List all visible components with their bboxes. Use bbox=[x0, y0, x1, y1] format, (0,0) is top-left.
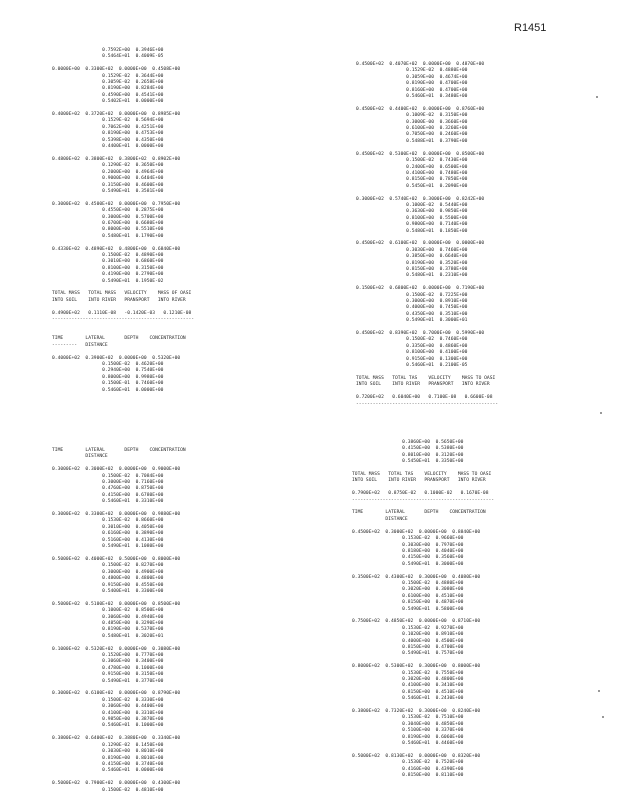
scan-speck bbox=[596, 96, 598, 98]
printout-line: 0.4590E+00 0.4541E+00 bbox=[52, 92, 164, 98]
printout-line: 0.7062E+00 0.4251E+00 bbox=[52, 124, 164, 130]
printout-line: 0.3800E+02 0.6400E+02 0.3880E+00 0.3340E+00 bbox=[52, 736, 181, 742]
printout-line: 0.8100E+00 0.5500E+00 bbox=[356, 215, 468, 221]
printout-line: 0.9800E+00 0.7140E+00 bbox=[356, 222, 468, 228]
printout-line: 0.5460E+01 0.0000E+00 bbox=[52, 387, 164, 393]
printout-line: 0.3000E+02 0.6100E+02 0.0000E+00 0.8790E+00 bbox=[52, 691, 181, 697]
printout-line: 0.1530E-02 0.8660E+00 bbox=[52, 518, 164, 524]
printout-line: 0.4500E+02 0.3000E+02 0.0000E+00 0.8840E+00 bbox=[352, 529, 481, 535]
printout-line: 0.4000E+02 0.3900E+02 0.0000E+00 0.5320E+00 bbox=[52, 355, 181, 361]
printout-line: 0.4000E+00 0.4500E+00 bbox=[352, 638, 464, 644]
scan-speck bbox=[602, 716, 604, 718]
printout-line: 0.5460E+01 0.0000E+00 bbox=[52, 768, 164, 774]
printout-line: 0.5480E+01 0.3020E+01 bbox=[52, 633, 164, 639]
printout-line: 0.3010E+00 0.4050E+00 bbox=[52, 524, 164, 530]
printout-line: 0.4500E+02 0.4400E+02 0.0000E+00 0.8760E+00 bbox=[356, 106, 485, 112]
printout-line: 0.3060E+00 0.4400E+00 bbox=[52, 704, 164, 710]
printout-line: 0.8000E+00 0.5510E+00 bbox=[52, 227, 164, 233]
printout-line: 0.5000E+02 0.5100E+02 0.0000E+00 0.8500E+00 bbox=[52, 601, 181, 607]
printout-line: 0.8150E+00 0.8110E+00 bbox=[352, 773, 464, 779]
printout-line: 0.1500E-02 0.4620E+00 bbox=[52, 361, 164, 367]
printout-line: 0.3000E+02 0.4500E+02 0.0000E+00 0.7950E+00 bbox=[52, 201, 181, 207]
printout-line: 0.5464E+01 0.4009E-05 bbox=[52, 54, 164, 60]
printout-line: 0.4550E+00 0.2875E+00 bbox=[52, 208, 164, 214]
printout-line: --------------------------------------------------- bbox=[356, 401, 499, 407]
printout-line: 0.1529E-02 0.5694E+00 bbox=[52, 118, 164, 124]
printout-line: 0.4000E+02 0.3720E+02 0.0000E+00 0.8985E+00 bbox=[52, 112, 181, 118]
printout-line: 0.5400E+01 0.3300E+00 bbox=[52, 588, 164, 594]
printout-line: 0.5000E+02 0.7900E+02 0.0000E+00 0.4300E+00 bbox=[52, 781, 181, 787]
printout-line: 0.8190E+00 0.5370E+00 bbox=[52, 627, 164, 633]
printout-block-bottom-left bbox=[52, 448, 186, 794]
printout-line: 0.9150E+00 0.4550E+00 bbox=[52, 582, 164, 588]
printout-line: 0.8160E+00 0.4700E+00 bbox=[356, 87, 468, 93]
printout-line: 0.5490E+01 0.1080E+00 bbox=[52, 544, 164, 550]
scan-speck bbox=[598, 690, 600, 692]
printout-line: 0.2400E+00 0.6500E+00 bbox=[356, 164, 468, 170]
printout-line: 0.3040E+00 0.4850E+00 bbox=[352, 721, 464, 727]
printout-line: 0.8150E+00 0.4870E+00 bbox=[352, 600, 464, 606]
printout-line: 0.3030E+00 0.8010E+00 bbox=[52, 749, 164, 755]
printout-line: 0.3030E+00 0.7970E+00 bbox=[352, 542, 464, 548]
printout-line: 0.3630E+00 0.9850E+00 bbox=[356, 209, 468, 215]
printout-line: 0.8190E+00 0.3520E+00 bbox=[356, 260, 468, 266]
printout-line: 0.8190E+00 0.8010E+00 bbox=[52, 755, 164, 761]
printout-line: 0.4150E+00 0.6780E+00 bbox=[52, 492, 164, 498]
printout-line: 0.2940E+00 0.7540E+00 bbox=[52, 368, 164, 374]
printout-line: 0.8010E+00 0.3120E+00 bbox=[352, 452, 464, 458]
printout-line: 0.5460E+01 0.3310E+00 bbox=[52, 499, 164, 505]
printout-line: 0.5398E+00 0.4350E+00 bbox=[52, 137, 164, 143]
printout-line: 0.1020E+00 0.8910E+00 bbox=[352, 632, 464, 638]
scan-speck bbox=[600, 412, 602, 414]
printout-line: 0.5490E+01 0.3770E+00 bbox=[52, 678, 164, 684]
printout-line: 0.5402E+01 0.0000E+00 bbox=[52, 99, 164, 105]
printout-line: 0.1530E-02 0.9660E+00 bbox=[352, 536, 464, 542]
printout-line: 0.1500E-02 0.7430E+00 bbox=[356, 158, 468, 164]
printout-line: 0.3000E+00 0.5700E+00 bbox=[52, 214, 164, 220]
printout-line: 0.9000E+00 0.6404E+00 bbox=[52, 176, 164, 182]
printout-line: 0.5490E+01 0.3000E+01 bbox=[356, 318, 468, 324]
printout-line: TOTAL MASS TOTAL TAS VELOCITY MASS TO OASI bbox=[356, 375, 496, 381]
printout-line: 0.3800E+02 0.7320E+02 0.3000E+00 0.8240E+00 bbox=[352, 709, 481, 715]
printout-line: 0.1500E-02 0.7460E+00 bbox=[356, 337, 468, 343]
printout-line: 0.4100E+00 0.3310E+00 bbox=[52, 710, 164, 716]
printout-line: 0.6700E+00 0.6680E+00 bbox=[52, 220, 164, 226]
printout-line: 0.1530E-02 0.7520E+00 bbox=[352, 760, 464, 766]
printout-line: 0.7592E+00 0.3946E+00 bbox=[52, 48, 164, 53]
printout-line: TOTAL MASS TOTAL TAS VELOCITY MASS TO OASI bbox=[352, 472, 492, 478]
printout-line: 0.8000E+00 0.9980E+00 bbox=[52, 374, 164, 380]
printout-line: 0.8100E+00 0.4100E+00 bbox=[356, 350, 468, 356]
printout-line: 0.4800E+02 0.3800E+02 0.3800E+02 0.8902E+00 bbox=[52, 156, 181, 162]
printout-line: 0.8000E+02 0.5300E+02 0.3000E+00 0.8000E+00 bbox=[352, 664, 481, 670]
printout-line: 0.7200E+02 0.6040E+00 0.7100E-08 0.6600E-08 bbox=[356, 395, 493, 401]
printout-line: 0.4500E+02 0.6100E+02 0.0000E+00 0.0000E+00 bbox=[356, 241, 485, 247]
printout-line: 0.8150E+00 0.4510E+00 bbox=[352, 689, 464, 695]
printout-line: 0.8150E+00 0.4700E+00 bbox=[352, 645, 464, 650]
printout-block-top-left bbox=[52, 48, 194, 394]
printout-line: 0.4500E+02 0.8390E+02 0.7000E+00 0.5990E+00 bbox=[356, 331, 485, 337]
printout-line: 0.3000E+02 0.5740E+02 0.3000E+00 0.8242E+00 bbox=[356, 196, 485, 202]
printout-line: 0.4100E+00 0.3410E+00 bbox=[352, 683, 464, 689]
printout-line: 0.4760E+00 0.8750E+00 bbox=[52, 486, 164, 492]
printout-line: 0.3059E+00 0.4674E+00 bbox=[356, 74, 468, 80]
printout-line: INTO SOIL INTO RIVER PRANSPORT INTO RIVER bbox=[52, 297, 186, 303]
printout-line: 0.1500E-02 0.4810E+00 bbox=[52, 787, 164, 793]
printout-line: TIME LATERAL DEPTH CONCENTRATION bbox=[52, 336, 186, 342]
printout-line: 0.3000E+02 0.3000E+02 0.0000E+00 0.9000E+00 bbox=[52, 467, 181, 473]
printout-line: 0.4350E+00 0.3510E+00 bbox=[356, 311, 468, 317]
page-id: R1451 bbox=[514, 22, 547, 34]
printout-line: 0.3010E+00 0.6860E+00 bbox=[52, 259, 164, 265]
printout-line: 0.1529E-02 0.3644E+00 bbox=[52, 73, 164, 79]
printout-line: 0.4500E+02 0.5300E+02 0.0000E+00 0.8500E+00 bbox=[356, 151, 485, 157]
printout-line: 0.9150E+00 0.1300E+00 bbox=[356, 356, 468, 362]
printout-line: 0.7050E+00 0.2460E+00 bbox=[356, 132, 468, 138]
printout-line: 0.9150E+00 0.3150E+00 bbox=[52, 672, 164, 678]
printout-line: 0.6160E+00 0.3890E+00 bbox=[52, 531, 164, 537]
printout-line: 0.4160E+00 0.4390E+00 bbox=[352, 766, 464, 772]
printout-line: 0.7500E+02 0.4850E+02 0.0000E+00 0.8710E+00 bbox=[352, 619, 481, 625]
printout-line: 0.5100E+00 0.3370E+00 bbox=[352, 728, 464, 734]
printout-line: 0.3060E+00 0.3400E+00 bbox=[52, 659, 164, 665]
printout-line: 0.6100E+00 0.4510E+00 bbox=[352, 593, 464, 599]
printout-line: 0.4800E+00 0.4800E+00 bbox=[52, 576, 164, 582]
printout-line: 0.3860E+00 0.5650E+00 bbox=[352, 440, 464, 445]
printout-line: 0.1000E-02 0.8500E+00 bbox=[52, 608, 164, 614]
printout-line: 0.5490E+01 0.7570E+00 bbox=[352, 651, 464, 657]
printout-line: 0.3020E+00 0.3080E+00 bbox=[352, 587, 464, 593]
printout-line: 0.1500E-02 0.7084E+00 bbox=[52, 473, 164, 479]
printout-line: 0.1000E+02 0.5320E+02 0.0000E+00 0.3080E+00 bbox=[52, 646, 181, 652]
printout-block-bottom-right bbox=[352, 440, 494, 780]
printout-line: 0.5460E+01 0.2430E+00 bbox=[352, 696, 464, 702]
printout-line: 0.1530E-02 0.7550E+00 bbox=[352, 670, 464, 676]
printout-line: 0.1500E-02 0.4880E+00 bbox=[352, 580, 464, 586]
printout-line: 0.1500E-02 0.3330E+00 bbox=[52, 697, 164, 703]
printout-line: 0.3350E+00 0.4860E+00 bbox=[356, 343, 468, 349]
printout-line: 0.1500E-02 0.8270E+00 bbox=[52, 563, 164, 569]
printout-line: 0.6100E+00 0.3260E+00 bbox=[356, 126, 468, 132]
printout-line: 0.3000E+00 0.4900E+00 bbox=[52, 569, 164, 575]
printout-line: 0.1290E-02 0.1450E+00 bbox=[52, 742, 164, 748]
printout-line: TIME LATERAL DEPTH CONCENTRATION bbox=[352, 510, 486, 516]
printout-line: 0.4000E+00 0.7450E+00 bbox=[356, 305, 468, 311]
printout-line: 0.1500E+02 0.6800E+02 0.0000E+00 0.7190E+00 bbox=[356, 286, 485, 292]
printout-line: 0.1009E-02 0.3150E+00 bbox=[356, 113, 468, 119]
printout-line: 0.3850E+00 0.6640E+00 bbox=[356, 254, 468, 260]
printout-line: 0.8190E+00 0.4700E+00 bbox=[356, 81, 468, 87]
printout-line: 0.5460E+01 0.2100E-05 bbox=[356, 363, 468, 369]
printout-line: 0.5490E+01 0.1950E-02 bbox=[52, 278, 164, 284]
printout-line: 0.5460E+01 0.3480E+00 bbox=[356, 94, 468, 100]
printout-line: 0.1500E-02 0.4890E+00 bbox=[52, 253, 164, 258]
printout-line: 0.1530E-02 0.7510E+00 bbox=[352, 715, 464, 721]
printout-line: 0.8190E+00 0.6060E+00 bbox=[352, 734, 464, 740]
printout-line: 0.3150E+00 0.4600E+00 bbox=[52, 182, 164, 188]
printout-line: 0.5000E+02 0.4000E+02 0.5000E+00 0.8000E+00 bbox=[52, 556, 181, 562]
printout-line: --------- DISTANCE bbox=[52, 342, 108, 348]
printout-line: 0.3030E+00 0.7460E+00 bbox=[356, 247, 468, 253]
printout-line: 0.4500E+02 0.4070E+02 0.0000E+00 0.4870E+00 bbox=[356, 62, 485, 67]
printout-line: DISTANCE bbox=[52, 454, 108, 460]
printout-line: 0.5480E+01 0.2310E+00 bbox=[356, 273, 468, 279]
printout-line: 0.9850E+00 0.3870E+00 bbox=[52, 717, 164, 723]
printout-line: 0.3000E+00 0.8910E+00 bbox=[356, 299, 468, 305]
printout-line: 0.3000E+02 0.3300E+02 0.0000E+00 0.9880E+00 bbox=[52, 512, 181, 518]
printout-line: 0.4150E+00 0.3740E+00 bbox=[52, 761, 164, 767]
printout-line: 0.8190E+00 0.8284E+00 bbox=[52, 86, 164, 92]
printout-line: 0.5480E+01 0.1850E+00 bbox=[356, 228, 468, 234]
printout-line: 0.2000E+00 0.4964E+00 bbox=[52, 169, 164, 175]
printout-line: DISTANCE bbox=[352, 516, 408, 522]
printout-line: 0.4900E+02 0.1110E-08 -0.1420E-03 0.1210E-08 bbox=[52, 310, 192, 316]
printout-line: 0.5450E+01 0.2090E+00 bbox=[356, 183, 468, 189]
printout-line: 0.5450E+01 0.3350E+00 bbox=[352, 459, 464, 465]
printout-line: 0.4150E+00 0.5380E+00 bbox=[352, 446, 464, 452]
printout-line: 0.1529E-02 0.4880E+00 bbox=[356, 68, 468, 74]
printout-line: 0.5488E+01 0.3790E+00 bbox=[356, 138, 468, 144]
printout-line: --------------------------------------------------- bbox=[352, 497, 495, 503]
printout-line: 0.1500E-02 0.7225E+00 bbox=[356, 292, 468, 298]
printout-line: 0.8190E+00 0.4753E+00 bbox=[52, 131, 164, 137]
printout-line: 0.3500E+02 0.4300E+02 0.3000E+00 0.4080E+00 bbox=[352, 574, 481, 580]
printout-line: 0.0000E+00 0.3300E+02 0.0000E+00 0.4508E+00 bbox=[52, 67, 181, 73]
printout-line: 0.8150E+00 0.3780E+00 bbox=[356, 267, 468, 272]
printout-line: 0.8150E+00 0.7850E+00 bbox=[356, 177, 468, 183]
printout-line: 0.5460E+01 0.4460E+00 bbox=[352, 741, 464, 747]
printout-line: 0.1520E+00 0.7770E+00 bbox=[52, 653, 164, 658]
printout-line: 0.3020E+00 0.4800E+00 bbox=[352, 677, 464, 683]
printout-line: --------------------------------------------------- bbox=[52, 317, 195, 323]
printout-line: 0.8100E+00 0.3150E+00 bbox=[52, 265, 164, 271]
printout-line: 0.1000E-02 0.5440E+00 bbox=[356, 202, 468, 208]
printout-line: 0.4100E+00 0.7480E+00 bbox=[356, 170, 468, 176]
printout-line: 0.5480E+01 0.1790E+00 bbox=[52, 233, 164, 239]
printout-line: 0.5490E+01 0.3581E+00 bbox=[52, 188, 164, 194]
printout-line: INTO SOIL INTO RIVER PRANSPORT INTO RIVER bbox=[356, 382, 490, 388]
printout-line: 0.1290E-02 0.3650E+00 bbox=[52, 163, 164, 169]
printout-line: 0.5490E+01 0.3000E+00 bbox=[352, 561, 464, 567]
printout-line: 0.8180E+00 0.4040E+00 bbox=[352, 548, 464, 554]
printout-line: 0.5490E+01 0.5800E+00 bbox=[352, 606, 464, 612]
printout-line: 0.4190E+00 0.2790E+00 bbox=[52, 272, 164, 278]
printout-line: 0.7900E+02 0.8750E-02 0.1000E-02 0.1670E-08 bbox=[352, 491, 489, 497]
printout-line: TIME LATERAL DEPTH CONCENTRATION bbox=[52, 448, 186, 453]
printout-line: 0.4850E+00 0.3290E+00 bbox=[52, 620, 164, 626]
printout-line: 0.3059E-02 0.2658E+00 bbox=[52, 80, 164, 86]
printout-line: 0.4400E+01 0.0000E+00 bbox=[52, 144, 164, 150]
printout-line: 0.4150E+00 0.3560E+00 bbox=[352, 555, 464, 561]
printout-line: 0.1530E-02 0.9270E+00 bbox=[352, 625, 464, 631]
printout-line: TOTAL MASS TOTAL MASS VELOCITY MASS OF OASI bbox=[52, 291, 192, 297]
printout-line: 0.3000E+00 0.7160E+00 bbox=[52, 480, 164, 486]
printout-line: INTO SOIL INTO RIVER PRANSPORT INTO RIVER bbox=[352, 478, 486, 484]
printout-line: 0.1500E-01 0.7460E+00 bbox=[52, 381, 164, 387]
printout-line: 0.5460E+01 0.1000E+00 bbox=[52, 723, 164, 729]
printout-line: 0.5000E+02 0.8130E+02 0.0000E+00 0.8320E+00 bbox=[352, 753, 481, 759]
printout-line: 0.4780E+00 0.1000E+00 bbox=[52, 665, 164, 671]
printout-line: 0.5160E+00 0.4130E+00 bbox=[52, 537, 164, 543]
printout-line: 0.3000E-00 0.3660E+00 bbox=[356, 119, 468, 125]
printout-block-top-right bbox=[356, 62, 498, 408]
printout-line: 0.4330E+02 0.4890E+02 0.4800E+00 0.6840E+00 bbox=[52, 246, 181, 252]
printout-line: 0.3060E+00 0.4940E+00 bbox=[52, 614, 164, 620]
